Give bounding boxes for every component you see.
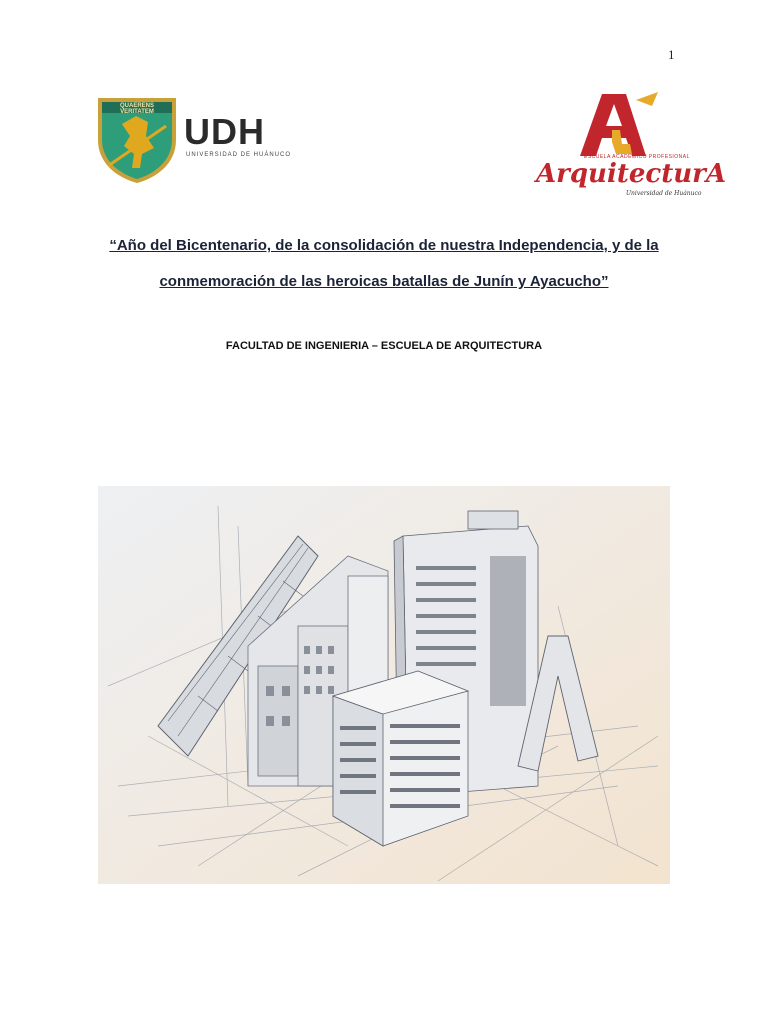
arquitectura-university: Universidad de Huánuco <box>626 190 702 197</box>
udh-logo <box>96 96 296 186</box>
page-number: 1 <box>668 47 675 62</box>
arquitectura-wordmark: ArquitecturA <box>536 159 726 189</box>
arquitectura-logo <box>532 90 726 205</box>
title-line-1: “Año del Bicentenario, de la consolidación de nuestra Independencia, y de la <box>109 237 659 254</box>
udh-shield-motto: QUAERENS VERITATEM <box>119 103 154 115</box>
udh-wordmark: UDH <box>184 111 265 152</box>
udh-subtitle: UNIVERSIDAD DE HUÁNUCO <box>186 152 292 158</box>
document-title <box>80 228 688 300</box>
arquitectura-tagline: ESCUELA ACADÉMICO PROFESIONAL <box>584 154 690 160</box>
buildings-sketch-image <box>98 486 670 884</box>
faculty-heading: FACULTAD DE INGENIERIA – ESCUELA DE ARQUITECTURA <box>225 340 543 352</box>
arquitectura-a-mark-icon <box>562 90 662 162</box>
title-line-2: conmemoración de las heroicas batallas de Junín y Ayacucho” <box>159 273 609 290</box>
architecture-illustration <box>98 486 670 884</box>
